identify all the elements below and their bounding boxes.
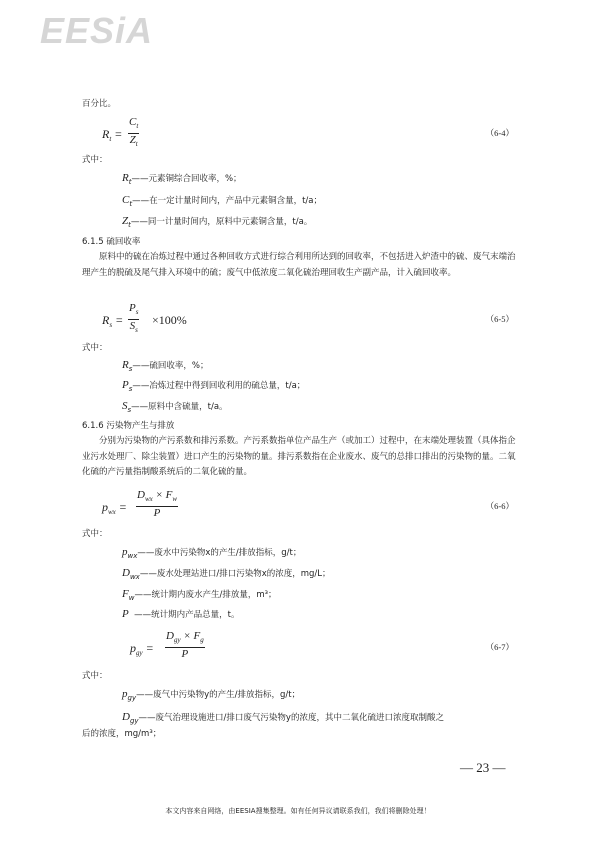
intro-text: 百分比。 [82,99,117,109]
section-6-1-6-heading: 6.1.6 污染物产生与排放 [82,421,175,431]
eq65-number: （6-5） [485,314,514,324]
where-label: 式中： [82,671,108,681]
def-item: $D_{gy}——$废气治理设施进口/排口废气污染物y的浓度，其中二氧化硫进口浓度取制酸之 [122,711,444,725]
section-6-1-6-paragraph: 分别为污染物的产污系数和排污系数。产污系数指单位产品生产（或加工）过程中，在末端处理装置（具体指企业污水处理厂、除尘装置）进口产生的污染物的量。排污系数指在企业废水、废气的总排口排出的污染物的量。二氧化硫的产污量指制酸系统后的二氧化硫的量。 [82,436,516,477]
where-label: 式中： [82,343,108,353]
def-item: $R_s——$硫回收率，%； [122,359,209,373]
eq65-multiplier: ×100% [152,313,187,327]
eq64-number: （6-4） [485,128,514,138]
where-label: 式中： [82,529,108,539]
page-number: — 23 — [460,760,506,775]
brand-logo: EESiA [40,10,154,51]
eq64-lhs: $R_t$ = [102,127,123,143]
def-item: $C_t——$在一定计量时间内，产品中元素铜含量，t/a； [122,194,323,208]
eq67-lhs: $p_{gy}$ = [130,641,154,657]
eq66-fraction: $D_{wx} \times F_w$ P [137,489,178,519]
eq66-lhs: $p_{wx}$ = [102,500,127,516]
eq64-fraction: $\frac{C_t}{Z_t}$ [129,116,139,148]
footer-notice: 本文内容来自网络，由EESIA搜集整理。如有任何异议请联系我们，我们将删除处理！ [165,807,431,815]
eq67-number: （6-7） [485,642,514,652]
def-item: $D_{wx}——$废水处理站进口/排口污染物x的浓度，mg/L； [122,567,331,581]
def-item: $p_{wx}——$废水中污染物x的产生/排放指标，g/t； [122,546,302,560]
eq66-number: （6-6） [485,501,514,511]
def-item: $F_w——$统计期内废水产生/排放量，m³； [122,588,277,602]
eq65-lhs: $R_s$ = [102,313,124,329]
def-item: $R_t——$元素铜综合回收率，%； [122,172,242,186]
def-item: $S_s——$原料中含硫量，t/a。 [122,400,228,414]
def-item: $p_{gy}——$废气中污染物y的产生/排放指标，g/t； [122,688,301,702]
def-item: $P_s——$冶炼过程中得到回收利用的硫总量，t/a； [122,379,306,393]
def-continuation: 后的浓度，mg/m³； [82,729,162,739]
def-item: P ——统计期内产品总量，t。 [122,608,240,620]
where-label: 式中： [82,155,108,165]
eq67-fraction: $D_{gy} \times F_g$ P [166,630,204,660]
def-item: $Z_t——$同一计量时间内，原料中元素铜含量，t/a。 [122,215,313,229]
eq65-fraction: $\frac{P_s}{S_s}$ [129,302,139,334]
section-6-1-5-paragraph: 原料中的硫在冶炼过程中通过各种回收方式进行综合利用所达到的回收率，不包括进入炉渣中的硫、废气末端治理产生的脱硫及尾气排入环境中的硫；废气中低浓度二氧化硫治理回收生产副产品，计入硫回收率。 [82,252,516,278]
section-6-1-5-heading: 6.1.5 硫回收率 [82,237,141,247]
